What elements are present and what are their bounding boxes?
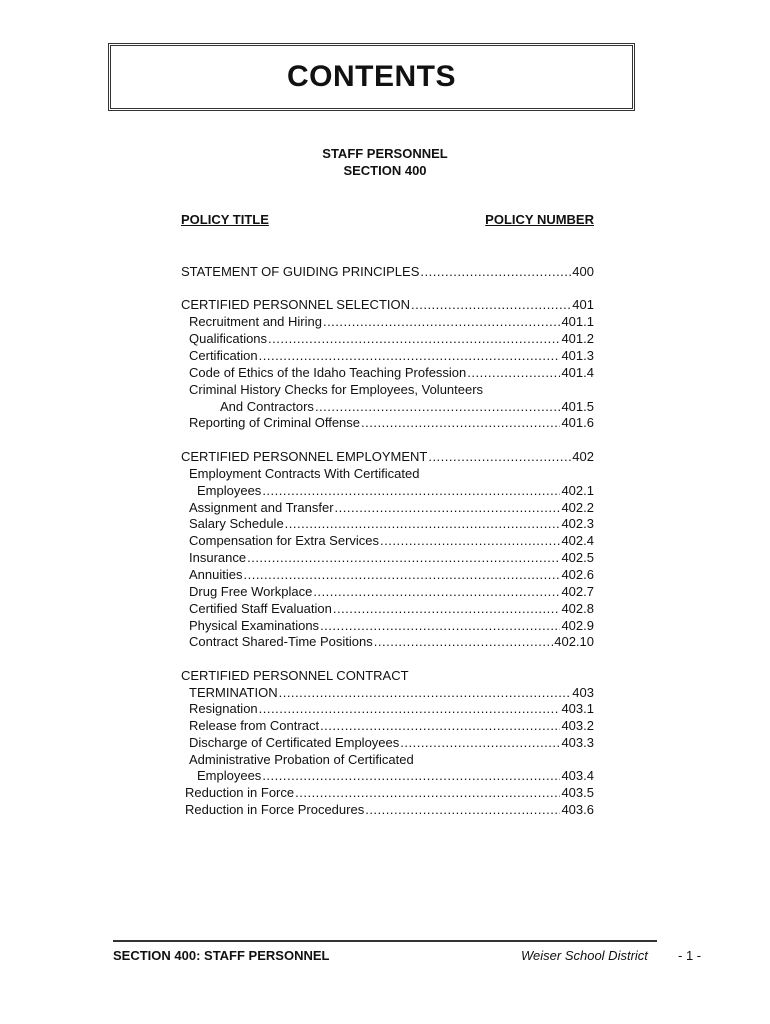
toc-entry-title: Certified Staff Evaluation <box>189 601 332 616</box>
toc-dot-leader <box>259 347 561 364</box>
toc-entry <box>197 482 594 499</box>
toc-dot-leader <box>361 414 560 431</box>
toc-dot-leader <box>262 482 560 499</box>
contents-title-box <box>108 43 635 111</box>
toc-entry-title: Drug Free Workplace <box>189 584 313 599</box>
toc-entry-title: Reduction in Force Procedures <box>185 802 365 817</box>
footer-district-name: Weiser School District <box>521 948 648 963</box>
toc-dot-leader <box>279 684 572 701</box>
toc-entry-number: 403 <box>572 685 594 700</box>
toc-entry-number: 402.4 <box>561 533 594 548</box>
section-heading-line1: STAFF PERSONNEL <box>322 146 448 161</box>
toc-entry <box>185 801 594 818</box>
toc-dot-leader <box>243 566 560 583</box>
toc-dot-leader <box>467 364 560 381</box>
toc-dot-leader <box>313 583 560 600</box>
toc-entry <box>220 398 594 415</box>
toc-entry-number: 402.9 <box>561 618 594 633</box>
toc-entry-title: STATEMENT OF GUIDING PRINCIPLES <box>181 264 420 279</box>
toc-entry <box>197 767 594 784</box>
toc-entry <box>189 313 594 330</box>
toc-entry-title: Salary Schedule <box>189 516 284 531</box>
toc-entry <box>189 549 594 566</box>
toc-dot-leader <box>400 734 560 751</box>
toc-entry-number: 403.2 <box>561 718 594 733</box>
toc-dot-leader <box>295 784 560 801</box>
toc-dot-leader <box>411 296 571 313</box>
toc-entry <box>189 600 594 617</box>
toc-entry <box>189 734 594 751</box>
toc-entry <box>181 448 594 465</box>
toc-entry <box>181 263 594 280</box>
toc-entry-number: 401.6 <box>561 415 594 430</box>
toc-entry <box>189 684 594 701</box>
toc-entry-number: 402.8 <box>561 601 594 616</box>
toc-entry-title: Physical Examinations <box>189 618 320 633</box>
toc-entry <box>189 515 594 532</box>
toc-entry-title: Compensation for Extra Services <box>189 533 380 548</box>
toc-entry-title: CERTIFIED PERSONNEL EMPLOYMENT <box>181 449 428 464</box>
toc-dot-leader <box>259 700 561 717</box>
toc-dot-leader <box>320 617 560 634</box>
toc-dot-leader <box>365 801 560 818</box>
toc-entry <box>189 364 594 381</box>
toc-dot-leader <box>333 600 561 617</box>
toc-entry-number: 402.7 <box>561 584 594 599</box>
toc-entry-title: Qualifications <box>189 331 268 346</box>
toc-entry-title: Employees <box>197 768 262 783</box>
toc-dot-leader <box>380 532 560 549</box>
toc-entry <box>185 784 594 801</box>
toc-entry-number: 403.3 <box>561 735 594 750</box>
toc-entry-title: Contract Shared-Time Positions <box>189 634 373 649</box>
toc-entry-title: Annuities <box>189 567 243 582</box>
toc-entry-number: 401.1 <box>561 314 594 329</box>
toc-entry-number: 402.10 <box>554 634 594 649</box>
toc-dot-leader <box>262 767 560 784</box>
footer-page-number: - 1 - <box>678 948 702 963</box>
toc-entry-number: 401.5 <box>561 399 594 414</box>
toc-entry-title: Discharge of Certificated Employees <box>189 735 400 750</box>
toc-entry-number: 403.4 <box>561 768 594 783</box>
toc-entry-title: Reporting of Criminal Offense <box>189 415 361 430</box>
toc-entry-number: 403.1 <box>561 701 594 716</box>
toc-entry-number: 401.4 <box>561 365 594 380</box>
toc-dot-leader <box>374 633 553 650</box>
toc-entry-title: CERTIFIED PERSONNEL CONTRACT <box>181 668 409 683</box>
toc-entry-title: Code of Ethics of the Idaho Teaching Profession <box>189 365 467 380</box>
toc-entry-number: 403.6 <box>561 802 594 817</box>
toc-entry-number: 402 <box>572 449 594 464</box>
toc-dot-leader <box>320 717 560 734</box>
toc-entry-number: 403.5 <box>561 785 594 800</box>
toc-dot-leader <box>420 263 571 280</box>
toc-entry-number: 401.2 <box>561 331 594 346</box>
toc-entry-title: Recruitment and Hiring <box>189 314 322 329</box>
toc-dot-leader <box>247 549 560 566</box>
toc-entry <box>189 330 594 347</box>
toc-entry <box>189 499 594 516</box>
toc-entry <box>189 414 594 431</box>
toc-entry-title: Insurance <box>189 550 247 565</box>
toc-entry-title: Assignment and Transfer <box>189 500 334 515</box>
column-header-policy-number: POLICY NUMBER <box>485 212 594 227</box>
toc-entry <box>189 532 594 549</box>
toc-entry <box>189 617 594 634</box>
toc-entry-title: Certification <box>189 348 258 363</box>
toc-dot-leader <box>335 499 561 516</box>
toc-entry-title: Reduction in Force <box>185 785 295 800</box>
toc-entry <box>189 566 594 583</box>
toc-entry-number: 402.2 <box>561 500 594 515</box>
toc-entry-number: 401 <box>572 297 594 312</box>
toc-entry-title: TERMINATION <box>189 685 278 700</box>
toc-entry-number: 402.5 <box>561 550 594 565</box>
toc-entry <box>189 347 594 364</box>
toc-entry-number: 401.3 <box>561 348 594 363</box>
toc-entry-number: 400 <box>572 264 594 279</box>
toc-dot-leader <box>323 313 561 330</box>
footer-rule <box>113 940 657 942</box>
toc-entry-title: Release from Contract <box>189 718 320 733</box>
toc-entry-number: 402.1 <box>561 483 594 498</box>
toc-entry <box>189 583 594 600</box>
toc-dot-leader <box>428 448 571 465</box>
toc-entry <box>189 717 594 734</box>
toc-entry-title: CERTIFIED PERSONNEL SELECTION <box>181 297 410 312</box>
toc-dot-leader <box>268 330 560 347</box>
toc-entry <box>189 700 594 717</box>
footer-section-label: SECTION 400: STAFF PERSONNEL <box>113 948 330 963</box>
toc-entry-title: Criminal History Checks for Employees, Volunteers <box>189 382 484 397</box>
toc-entry <box>181 296 594 313</box>
column-header-policy-title: POLICY TITLE <box>181 212 269 227</box>
toc-entry-title: Resignation <box>189 701 258 716</box>
toc-dot-leader <box>285 515 561 532</box>
toc-entry-title: Administrative Probation of Certificated <box>189 752 414 767</box>
toc-entry-number: 402.3 <box>561 516 594 531</box>
toc-entry-title: Employees <box>197 483 262 498</box>
toc-dot-leader <box>315 398 561 415</box>
toc-entry-title: And Contractors <box>220 399 314 414</box>
toc-entry-title: Employment Contracts With Certificated <box>189 466 420 481</box>
toc-entry <box>189 633 594 650</box>
toc-entry-number: 402.6 <box>561 567 594 582</box>
page-title: CONTENTS <box>287 60 456 93</box>
section-heading-line2: SECTION 400 <box>343 163 427 178</box>
